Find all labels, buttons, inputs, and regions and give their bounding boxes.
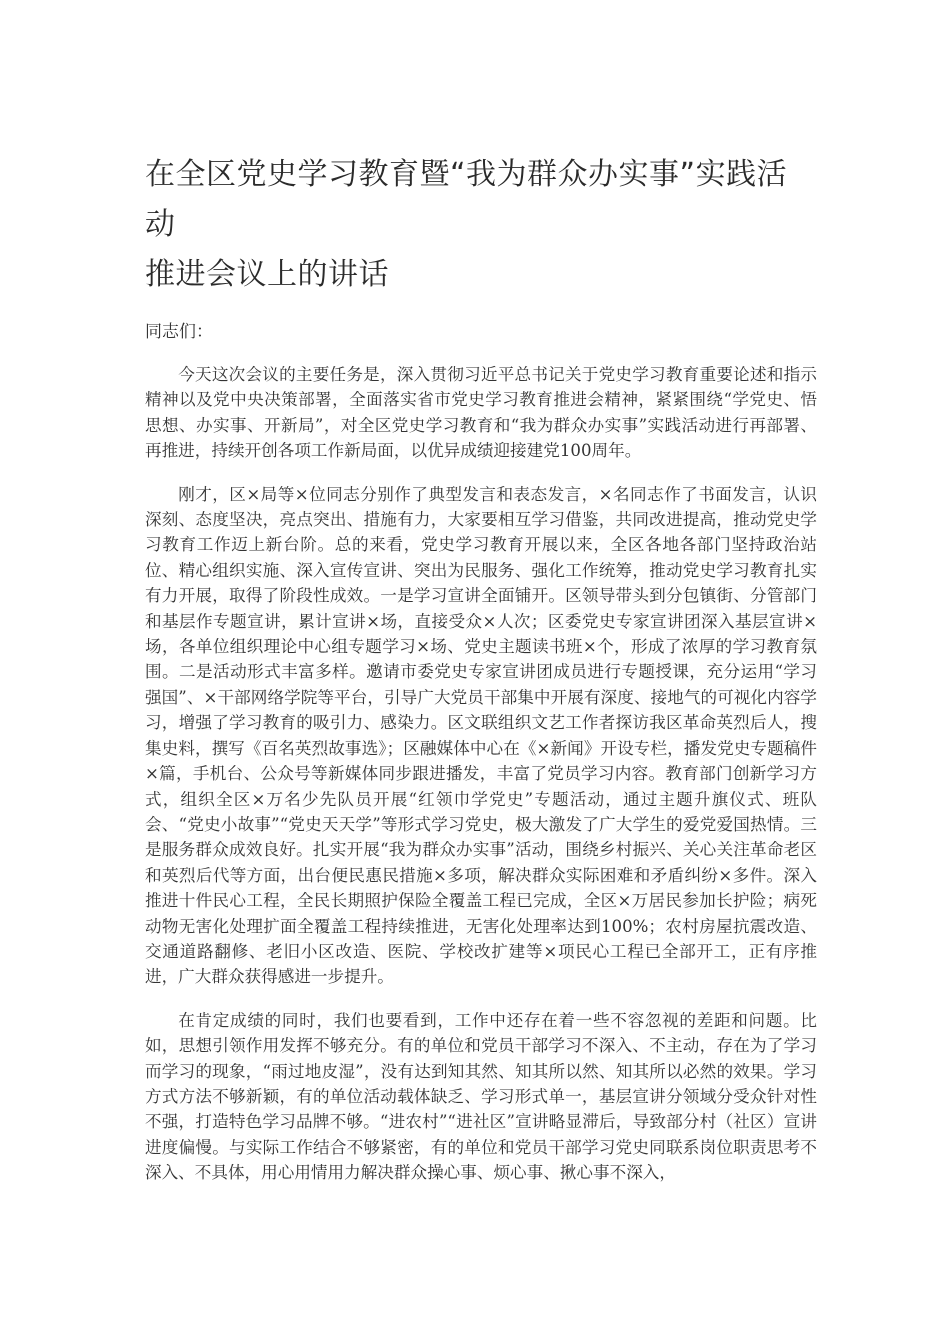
document-title bbox=[145, 150, 817, 300]
paragraph-1: 今天这次会议的主要任务是，深入贯彻习近平总书记关于党史学习教育重要论述和指示精神以及党中央决策部署，全面落实省市党史学习教育推进会精神，紧紧围绕“学党史、悟思想、办实事、开新局”，对全区党史学习教育和“我为群众办实事”实践活动进行再部署、再推进，持续开创各项工作新局面，以优异成绩迎接建党100周年。 bbox=[145, 365, 817, 461]
paragraph-3: 在肯定成绩的同时，我们也要看到，工作中还存在着一些不容忽视的差距和问题。比如，思想引领作用发挥不够充分。有的单位和党员干部学习不深入、不主动，存在为了学习而学习的现象，“雨过地皮湿”，没有达到知其然、知其所以然、知其所以必然的效果。学习方式方法不够新颖，有的单位活动载体缺乏、学习形式单一，基层宣讲分领域分受众针对性不强，打造特色学习品牌不够。“进农村”“进社区”宣讲略显滞后，导致部分村（社区）宣讲进度偏慢。与实际工作结合不够紧密，有的单位和党员干部学习党史同联系岗位职责思考不深入、不具体，用心用情用力解决群众操心事、烦心事、揪心事不深入， bbox=[145, 1010, 817, 1183]
paragraph-2: 刚才，区×局等×位同志分别作了典型发言和表态发言，×名同志作了书面发言，认识深刻、态度坚决，亮点突出、措施有力，大家要相互学习借鉴，共同改进提高，推动党史学习教育工作迈上新台阶。总的来看，党史学习教育开展以来，全区各地各部门坚持政治站位、精心组织实施、深入宣传宣讲、突出为民服务、强化工作统筹，推动党史学习教育扎实有力开展，取得了阶段性成效。一是学习宣讲全面铺开。区领导带头到分包镇街、分管部门和基层作专题宣讲，累计宣讲×场，直接受众×人次；区委党史专家宣讲团深入基层宣讲×场，各单位组织理论中心组专题学习×场、党史主题读书班×个，形成了浓厚的学习教育氛围。二是活动形式丰富多样。邀请市委党史专家宣讲团成员进行专题授课，充分运用“学习强国”、×干部网络学院等平台，引导广大党员干部集中开展有深度、接地气的可视化内容学习，增强了学习教育的吸引力、感染力。区文联组织文艺工作者探访我区革命英烈后人，搜集史料，撰写《百名英烈故事选》；区融媒体中心在《×新闻》开设专栏，播发党史专题稿件×篇，手机台、公众号等新媒体同步跟进播发，丰富了党员学习内容。教育部门创新学习方式，组织全区×万名少先队员开展“红领巾学党史”专题活动，通过主题升旗仪式、班队会、“党史小故事”“党史天天学”等形式学习党史，极大激发了广大学生的爱党爱国热情。三是服务群众成效良好。扎实开展“我为群众办实事”活动，围绕乡村振兴、关心关注革命老区和英烈后代等方面，出台便民惠民措施×多项，解决群众实际困难和矛盾纠纷×多件。深入推进十件民心工程，全民长期照护保险全覆盖工程已完成，全区×万居民参加长护险；病死动物无害化处理扩面全覆盖工程持续推进，无害化处理率达到100%；农村房屋抗震改造、交通道路翻修、老旧小区改造、医院、学校改扩建等×项民心工程已全部开工，正有序推进，广大群众获得感进一步提升。 bbox=[145, 484, 817, 987]
document-body bbox=[145, 150, 817, 1186]
title-line-1: 在全区党史学习教育暨“我为群众办实事”实践活动 bbox=[145, 157, 788, 242]
title-line-2: 推进会议上的讲话 bbox=[145, 257, 389, 292]
salutation: 同志们： bbox=[145, 322, 213, 342]
